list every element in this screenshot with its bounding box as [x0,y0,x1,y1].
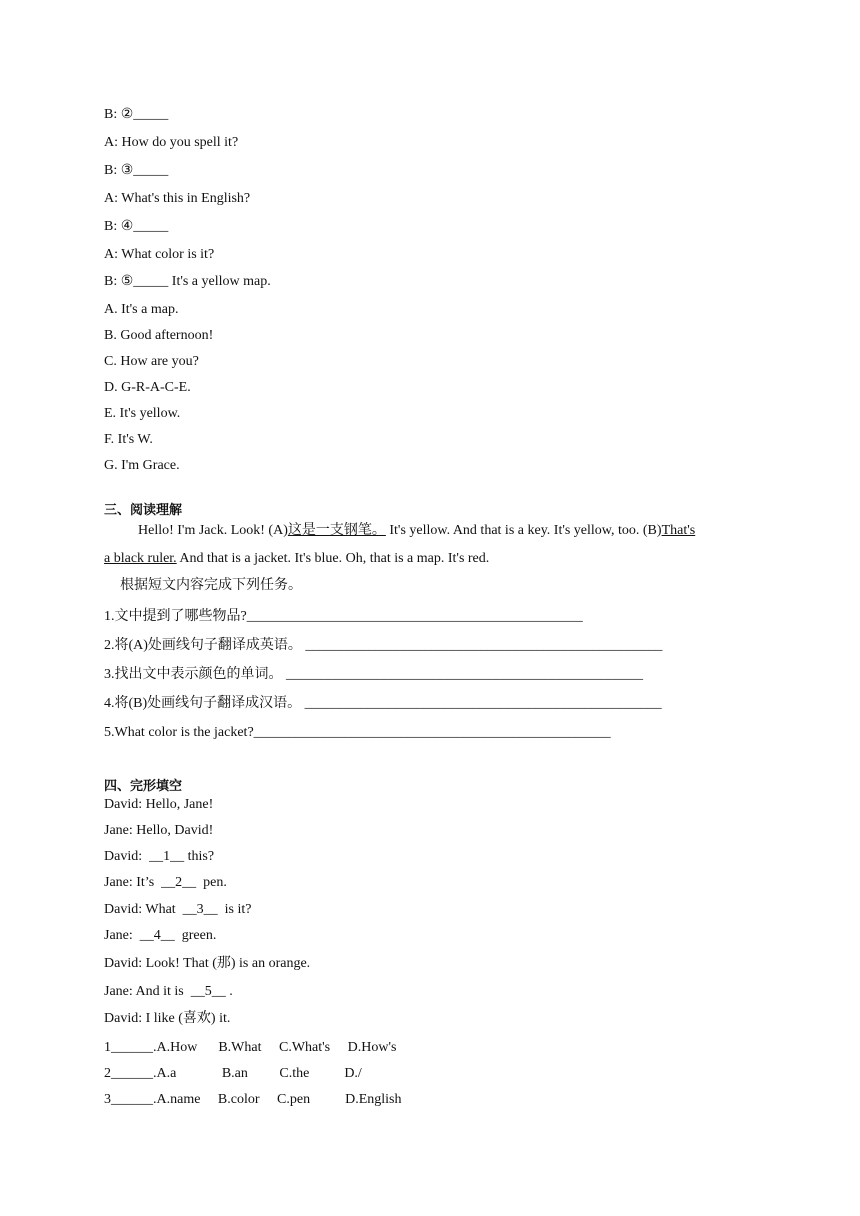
reading-paragraph-line-1 [138,522,695,540]
underlined-sentence-b: That's [661,523,696,538]
option-item: D. G-R-A-C-E. [104,380,191,395]
option-item: C. How are you? [104,354,199,369]
blank-3: __3__ [182,902,218,917]
cloze-line: David: Hello, Jane! [104,797,214,812]
cloze-line [104,983,233,1001]
cloze-line [104,848,214,866]
dialogue-line: A: What's this in English? [104,191,251,206]
para-text: And that is a jacket. It's blue. Oh, that is a map. It's red. [176,551,490,566]
line-text: green. [174,928,217,943]
section-title-reading: 三、阅读理解 [104,503,183,518]
cloze-choice: 2______.A.a B.an C.the D./ [104,1066,362,1081]
dialogue-line: B: ④_____ [104,219,169,234]
blank-4: __4__ [139,928,175,943]
line-text: this? [184,849,215,864]
cloze-line: Jane: Hello, David! [104,823,214,838]
option-item: G. I'm Grace. [104,458,180,473]
line-text: pen. [196,875,227,890]
option-item: A. It's a map. [104,302,179,317]
dialogue-line: B: ③_____ [104,163,169,178]
reading-question: 3.找出文中表示颜色的单词。 ___________________________________________________ [104,667,643,682]
blank-2: __2__ [161,875,197,890]
line-text: Jane: It’s [104,875,162,890]
reading-instruction: 根据短文内容完成下列任务。 [120,578,302,593]
para-text: Hello! I'm Jack. Look! (A) [138,523,288,538]
dialogue-line: B: ②_____ [104,107,169,122]
underlined-sentence-b: a black ruler. [104,551,177,566]
option-item: B. Good afternoon! [104,328,214,343]
option-item: F. It's W. [104,432,153,447]
cloze-line: David: I like (喜欢) it. [104,1011,231,1026]
reading-question: 4.将(B)处画线句子翻译成汉语。 ___________________________________________________ [104,696,662,711]
blank-5: __5__ [190,984,226,999]
reading-question: 2.将(A)处画线句子翻译成英语。 ___________________________________________________ [104,638,663,653]
section-title-cloze: 四、完形填空 [104,779,183,794]
option-item: E. It's yellow. [104,406,181,421]
dialogue-line: B: ⑤_____ It's a yellow map. [104,274,271,289]
reading-question: 1.文中提到了哪些物品?________________________________________________ [104,609,583,624]
line-text: . [225,984,233,999]
cloze-line: David: Look! That (那) is an orange. [104,956,311,971]
cloze-choice: 1______.A.How B.What C.What's D.How's [104,1040,397,1055]
reading-question: 5.What color is the jacket?___________________________________________________ [104,725,611,740]
cloze-choice: 3______.A.name B.color C.pen D.English [104,1092,402,1107]
blank-1: __1__ [149,849,185,864]
line-text: David: What [104,902,183,917]
line-text: Jane: And it is [104,984,191,999]
underlined-sentence-a: 这是一支钢笔。 [287,523,386,538]
cloze-line [104,927,216,945]
line-text: David: [104,849,150,864]
dialogue-line: A: What color is it? [104,247,215,262]
reading-paragraph-line-2 [104,550,489,568]
cloze-line [104,874,227,892]
cloze-line [104,901,252,919]
line-text: is it? [217,902,252,917]
line-text: Jane: [104,928,140,943]
dialogue-line: A: How do you spell it? [104,135,239,150]
para-text: It's yellow. And that is a key. It's yellow, too. (B) [385,523,662,538]
